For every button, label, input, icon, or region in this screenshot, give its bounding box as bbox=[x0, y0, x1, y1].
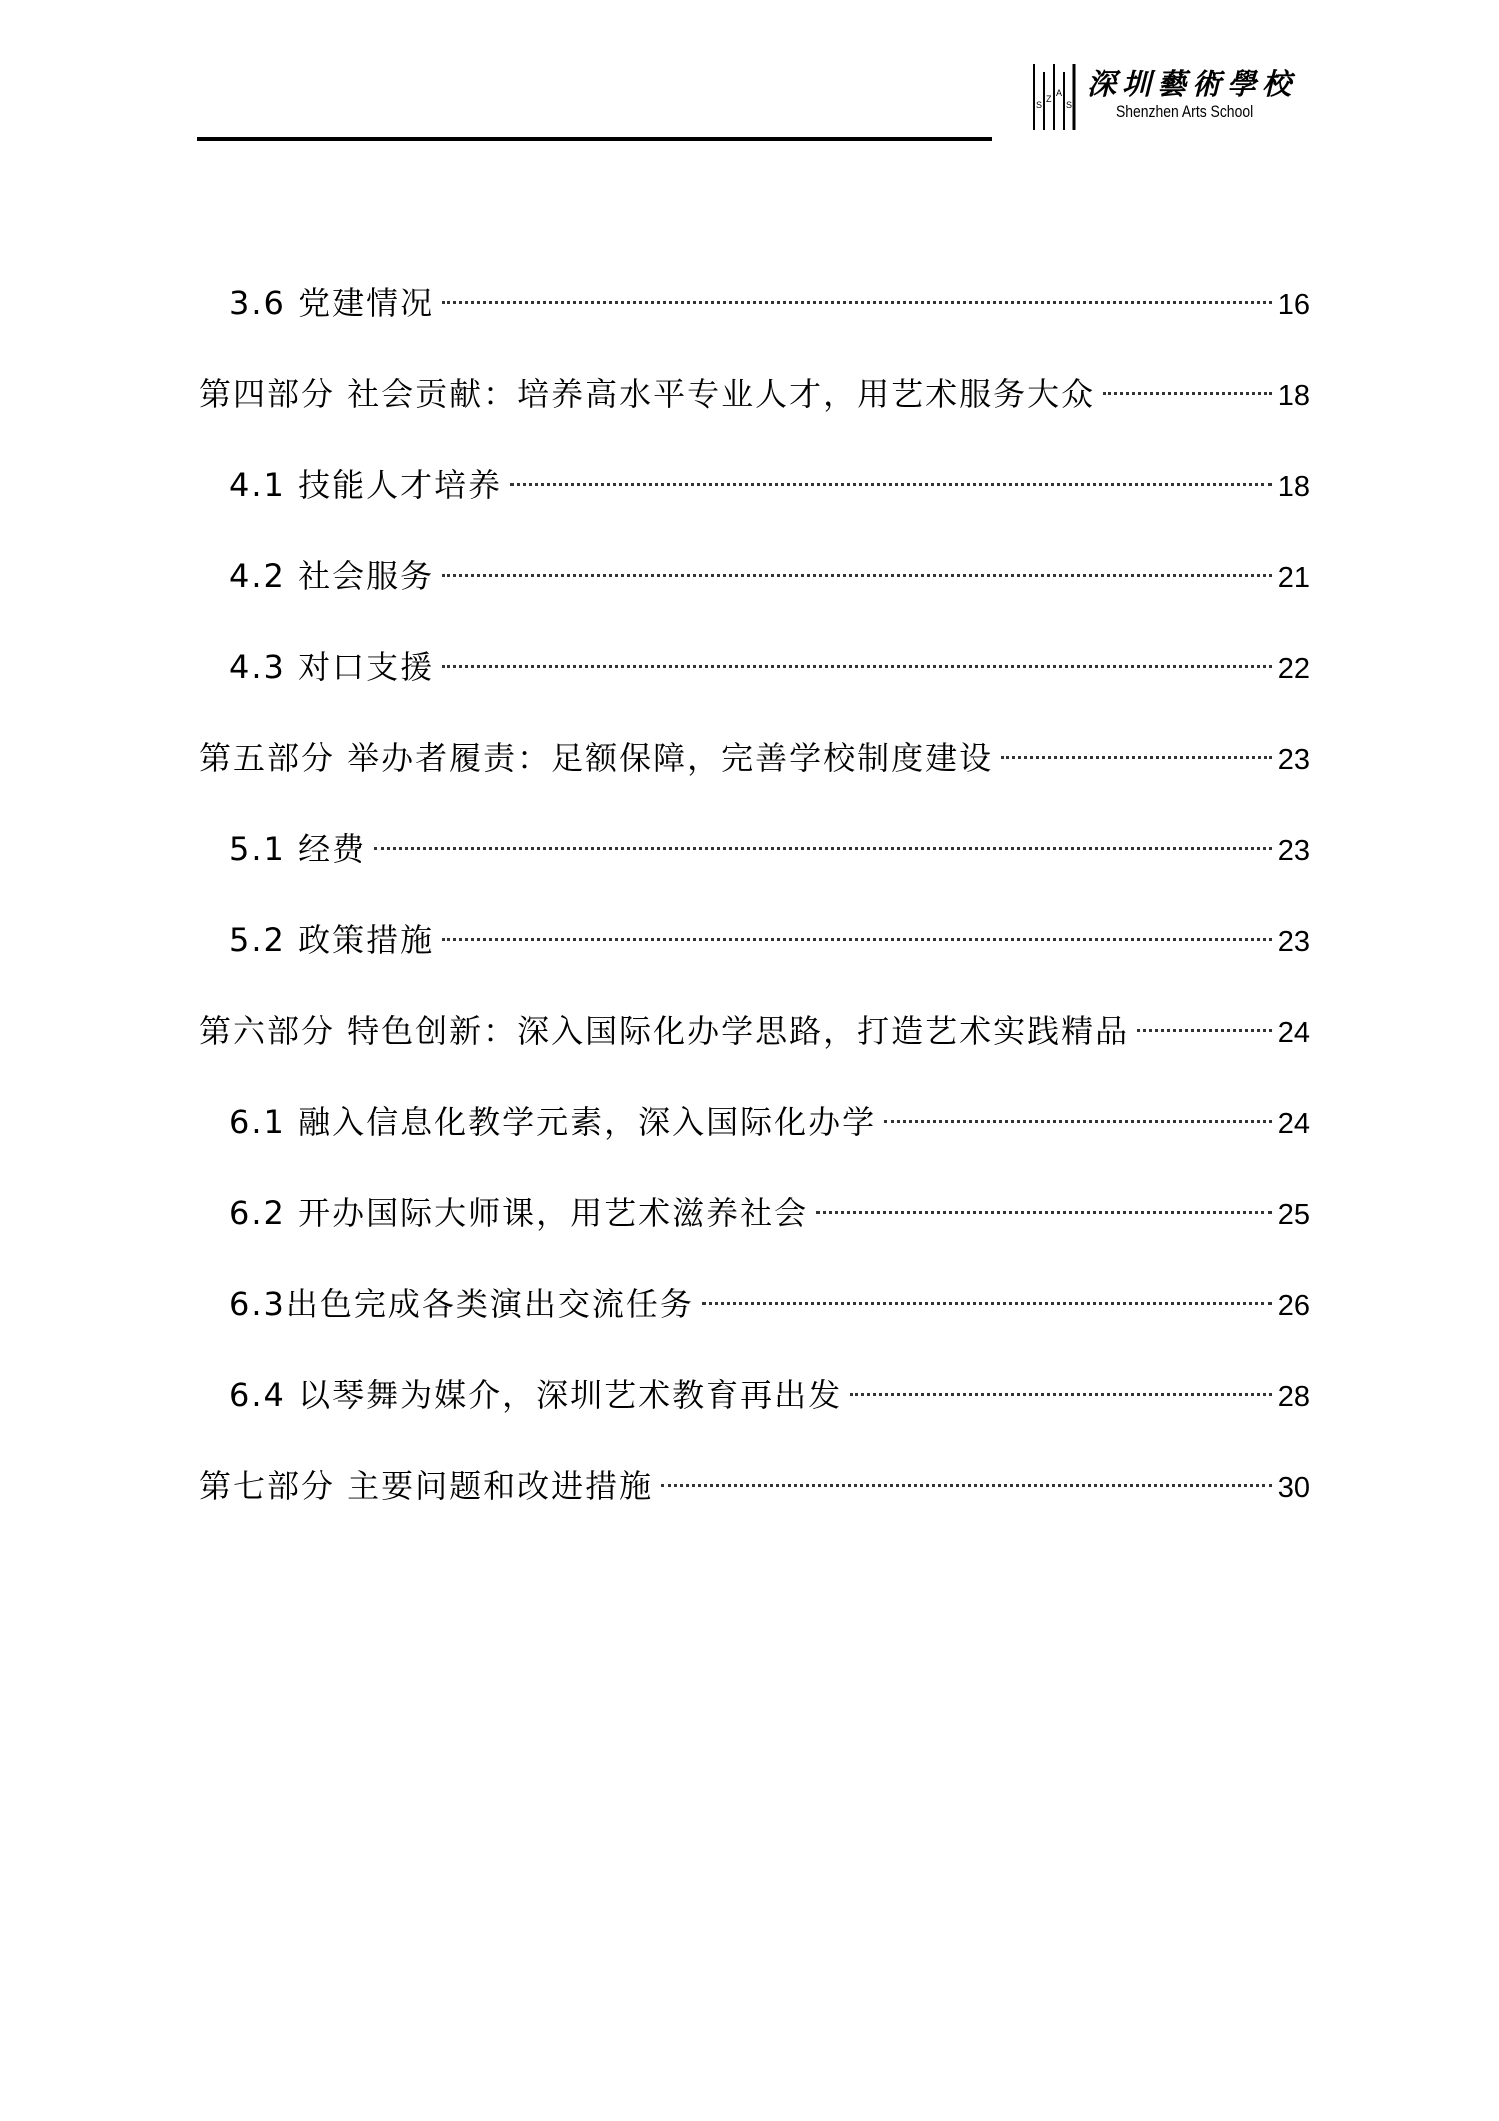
toc-entry-title: 第四部分 社会贡献：培养高水平专业人才，用艺术服务大众 bbox=[199, 375, 1096, 413]
toc-entry-title: 出色完成各类演出交流任务 bbox=[285, 1285, 694, 1323]
toc-entry-title: 第六部分 特色创新：深入国际化办学思路，打造艺术实践精品 bbox=[199, 1012, 1130, 1050]
toc-entry-page: 22 bbox=[1277, 653, 1310, 685]
toc-dot-leader bbox=[702, 1302, 1272, 1305]
toc-entry-number: 6.3 bbox=[229, 1285, 286, 1323]
toc-dot-leader bbox=[1001, 756, 1272, 759]
toc-entry[interactable] bbox=[199, 1001, 1310, 1092]
toc-entry-number: 5.2 bbox=[229, 921, 299, 959]
toc-entry-title: 技能人才培养 bbox=[298, 466, 503, 504]
toc-dot-leader bbox=[442, 938, 1272, 941]
toc-entry[interactable] bbox=[199, 637, 1310, 728]
toc-entry-page: 24 bbox=[1277, 1017, 1310, 1049]
toc-entry-number: 4.2 bbox=[229, 557, 299, 595]
toc-entry-number: 6.1 bbox=[229, 1103, 299, 1141]
toc-dot-leader bbox=[442, 574, 1272, 577]
toc-dot-leader bbox=[884, 1120, 1272, 1123]
toc-entry-title: 政策措施 bbox=[298, 921, 435, 959]
header-rule bbox=[197, 137, 992, 141]
toc-entry[interactable] bbox=[199, 1456, 1310, 1547]
toc-entry-page: 23 bbox=[1277, 926, 1310, 958]
toc-entry[interactable] bbox=[199, 546, 1310, 637]
toc-dot-leader bbox=[510, 483, 1272, 486]
toc-entry[interactable] bbox=[199, 910, 1310, 1001]
toc-entry-number: 5.1 bbox=[229, 830, 299, 868]
toc-dot-leader bbox=[1137, 1029, 1272, 1032]
toc-entry-page: 18 bbox=[1277, 380, 1310, 412]
toc-entry-number: 3.6 bbox=[229, 284, 299, 322]
toc-entry-page: 28 bbox=[1277, 1381, 1310, 1413]
toc-entry-number: 6.4 bbox=[229, 1376, 299, 1414]
toc-entry-title: 开办国际大师课，用艺术滋养社会 bbox=[298, 1194, 809, 1232]
logo-name-cn: 深圳藝術學校 bbox=[1087, 67, 1298, 101]
toc-entry-title: 党建情况 bbox=[298, 284, 435, 322]
toc-entry[interactable] bbox=[199, 1274, 1310, 1365]
toc-entry-page: 24 bbox=[1277, 1108, 1310, 1140]
toc-entry[interactable] bbox=[199, 819, 1310, 910]
toc-entry[interactable] bbox=[199, 455, 1310, 546]
toc-entry-title: 经费 bbox=[298, 830, 367, 868]
table-of-contents bbox=[199, 273, 1310, 1547]
toc-entry-page: 18 bbox=[1277, 471, 1310, 503]
svg-text:A: A bbox=[1056, 88, 1063, 98]
toc-entry-page: 30 bbox=[1277, 1472, 1310, 1504]
toc-entry-title: 对口支援 bbox=[298, 648, 435, 686]
toc-entry-title: 社会服务 bbox=[298, 557, 435, 595]
toc-entry[interactable] bbox=[199, 728, 1310, 819]
toc-entry[interactable] bbox=[199, 1183, 1310, 1274]
toc-entry-number: 4.1 bbox=[229, 466, 299, 504]
toc-entry[interactable] bbox=[199, 273, 1310, 364]
toc-entry-title: 以琴舞为媒介，深圳艺术教育再出发 bbox=[298, 1376, 843, 1414]
toc-entry-number: 4.3 bbox=[229, 648, 299, 686]
svg-text:Z: Z bbox=[1046, 94, 1052, 104]
toc-dot-leader bbox=[816, 1211, 1272, 1214]
toc-entry-page: 25 bbox=[1277, 1199, 1310, 1231]
szas-monogram-icon bbox=[1030, 62, 1085, 134]
svg-text:S: S bbox=[1036, 100, 1043, 110]
toc-entry-title: 第五部分 举办者履责：足额保障，完善学校制度建设 bbox=[199, 739, 994, 777]
toc-dot-leader bbox=[1103, 392, 1272, 395]
toc-entry-page: 21 bbox=[1277, 562, 1310, 594]
toc-entry-page: 23 bbox=[1277, 835, 1310, 867]
toc-dot-leader bbox=[442, 301, 1272, 304]
toc-dot-leader bbox=[661, 1484, 1272, 1487]
toc-entry-page: 23 bbox=[1277, 744, 1310, 776]
toc-entry[interactable] bbox=[199, 364, 1310, 455]
toc-entry-title: 融入信息化教学元素，深入国际化办学 bbox=[298, 1103, 877, 1141]
toc-dot-leader bbox=[850, 1393, 1272, 1396]
logo-name-en: Shenzhen Arts School bbox=[1116, 102, 1254, 121]
toc-entry[interactable] bbox=[199, 1365, 1310, 1456]
toc-dot-leader bbox=[442, 665, 1272, 668]
toc-entry-number: 6.2 bbox=[229, 1194, 299, 1232]
toc-entry-page: 16 bbox=[1277, 289, 1310, 321]
toc-dot-leader bbox=[374, 847, 1272, 850]
toc-entry[interactable] bbox=[199, 1092, 1310, 1183]
toc-entry-title: 第七部分 主要问题和改进措施 bbox=[199, 1467, 654, 1505]
toc-entry-page: 26 bbox=[1277, 1290, 1310, 1322]
svg-text:S: S bbox=[1066, 100, 1073, 110]
school-logo bbox=[1030, 62, 1320, 134]
